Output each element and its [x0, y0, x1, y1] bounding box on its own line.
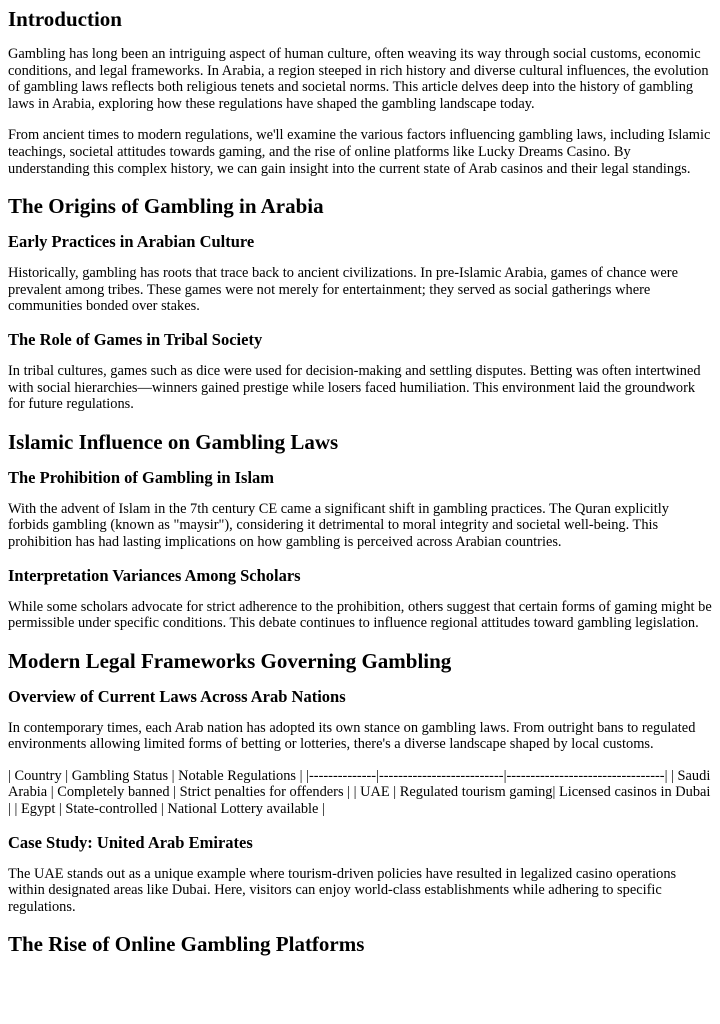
intro-paragraph-1: Gambling has long been an intriguing aspect of human culture, often weaving its way through social customs, economic conditions, and legal frameworks. In Arabia, a region steeped in rich history and diverse cultural influences, the evolution of gambling laws reflects both religious tenets and societal norms. This article delves deep into the history of gambling laws in Arabia, exploring how these regulations have shaped the gambling landscape today. [8, 46, 709, 112]
islamic-paragraph-2: While some scholars advocate for strict adherence to the prohibition, others suggest that certain forms of gaming might be permissible under specific conditions. This debate continues to influence regional attitudes toward gambling legislation. [8, 598, 712, 632]
modern-subheading-uae-case-study: Case Study: United Arab Emirates [8, 832, 253, 852]
modern-paragraph-1: In contemporary times, each Arab nation has adopted its own stance on gambling laws. From outright bans to regulated environments allowing limited forms of betting or lotteries, there's a diverse landscape shaped by local customs. [8, 719, 696, 753]
raw-markdown-table: | Country | Gambling Status | Notable Regulations | |--------------|--------------------------|---------------------------------| | Saudi Arabia | Completely banned | Strict penalties for offenders | | UAE | Regulated tourism gaming| Licensed casinos in Dubai | | Egypt | State-controlled | National Lottery available | [8, 767, 711, 818]
islamic-subheading-prohibition: The Prohibition of Gambling in Islam [8, 467, 275, 487]
intro-heading: Introduction [8, 7, 122, 31]
origins-paragraph-1: Historically, gambling has roots that trace back to ancient civilizations. In pre-Islamic Arabia, games of chance were prevalent among tribes. These games were not merely for entertainment; they served as social gatherings where communities bonded over stakes. [8, 265, 678, 315]
modern-paragraph-2: The UAE stands out as a unique example where tourism-driven policies have resulted in legalized casino operations within designated areas like Dubai. Here, visitors can enjoy world-class establishments while adhering to specific regulations. [8, 865, 677, 915]
origins-subheading-early-practices: Early Practices in Arabian Culture [8, 232, 255, 252]
modern-subheading-overview: Overview of Current Laws Across Arab Nations [8, 686, 346, 706]
article [0, 7, 720, 956]
online-heading: The Rise of Online Gambling Platforms [8, 932, 365, 957]
islamic-paragraph-1: With the advent of Islam in the 7th century CE came a significant shift in gambling practices. The Quran explicitly forbids gambling (known as "maysir"), considering it detrimental to moral integrity and societal well-being. This prohibition has had lasting implications on how gambling is perceived across Arabian countries. [8, 500, 669, 550]
islamic-subheading-scholars: Interpretation Variances Among Scholars [8, 565, 301, 585]
intro-paragraph-2: From ancient times to modern regulations, we'll examine the various factors influencing gambling laws, including Islamic teachings, societal attitudes towards gaming, and the rise of online platforms like Lucky Dreams Casino. By understanding this complex history, we can gain insight into the current state of Arab casinos and their legal standings. [8, 127, 711, 177]
modern-heading: Modern Legal Frameworks Governing Gambling [8, 648, 452, 673]
origins-heading: The Origins of Gambling in Arabia [8, 194, 324, 219]
islamic-heading: Islamic Influence on Gambling Laws [8, 429, 339, 454]
origins-paragraph-2: In tribal cultures, games such as dice were used for decision-making and settling disputes. Betting was often intertwined with social hierarchies—winners gained prestige while losers faced humiliation. This environment laid the groundwork for future regulations. [8, 362, 701, 413]
origins-subheading-tribal-society: The Role of Games in Tribal Society [8, 329, 263, 349]
